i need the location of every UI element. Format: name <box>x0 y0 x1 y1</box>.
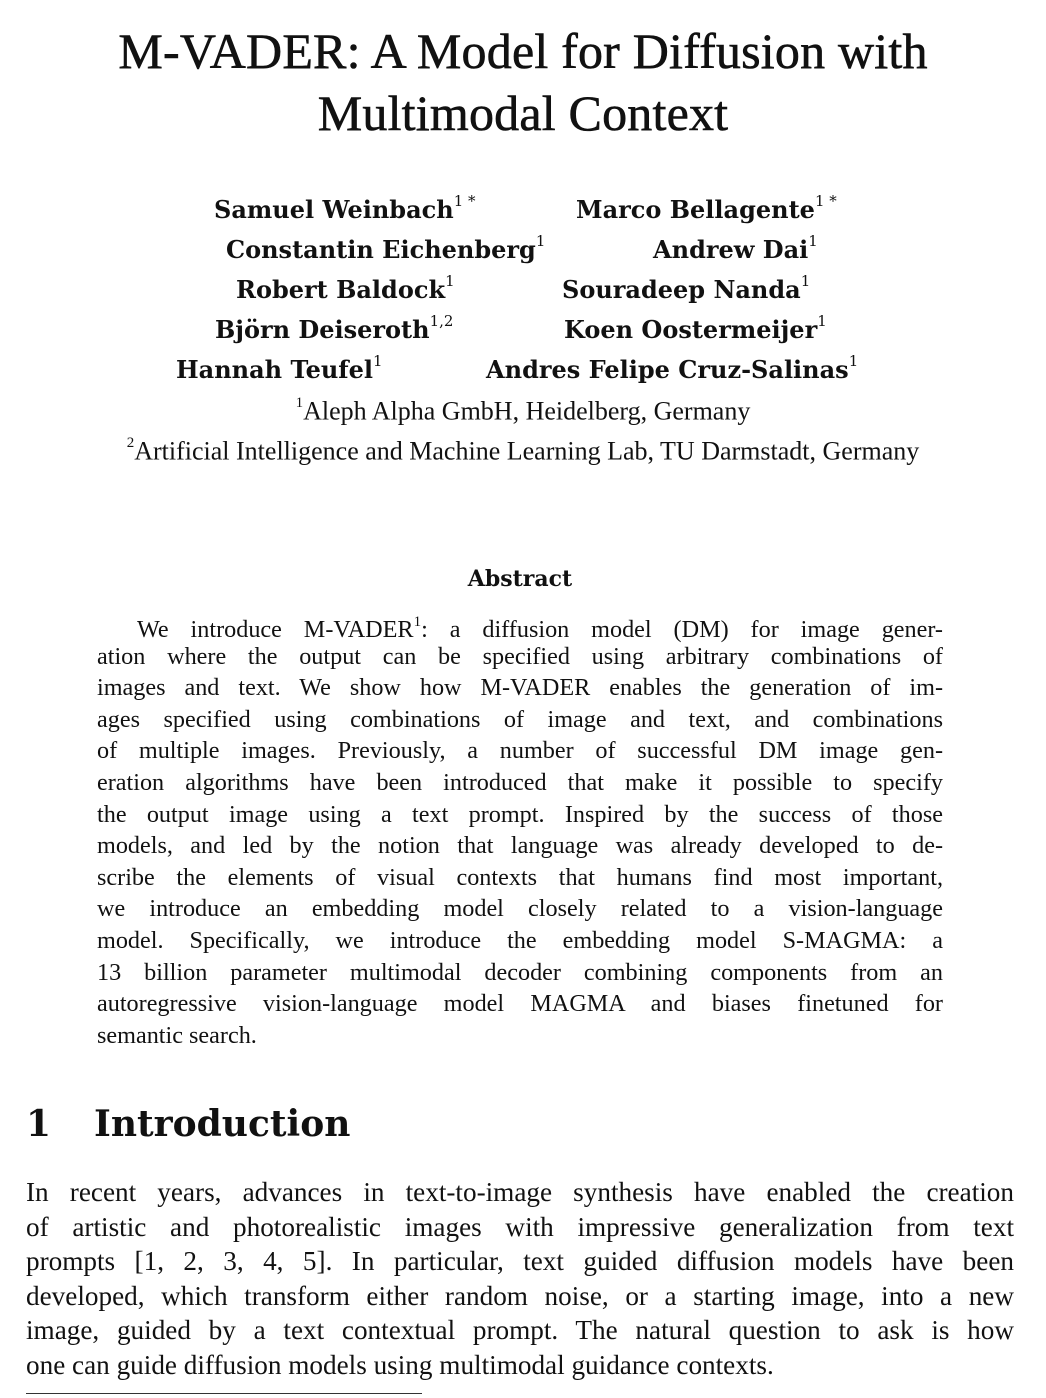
author-name: Robert Baldock <box>236 275 446 304</box>
author-row <box>0 224 1046 264</box>
affiliation-text: Artificial Intelligence and Machine Learning Lab, TU Darmstadt, Germany <box>134 436 920 466</box>
author-affiliation-mark: 1 <box>808 232 818 250</box>
author-row <box>0 304 1046 344</box>
author-affiliation-mark: 1 <box>535 232 546 250</box>
abstract-line: ages specified using combinations of image and text, and combinations <box>97 705 943 733</box>
abstract-line: models, and led by the notion that language was already developed to de- <box>97 832 943 860</box>
author-name: Samuel Weinbach <box>214 195 454 224</box>
abstract-line: ation where the output can be specified using arbitrary combinations of <box>97 642 943 670</box>
title-line-2: Multimodal Context <box>317 85 729 141</box>
title-line-1: M-VADER: A Model for Diffusion with <box>118 23 928 79</box>
author-row <box>0 184 1046 224</box>
intro-line: developed, which transform either random noise, or a starting image, into a new <box>26 1280 1014 1311</box>
introduction-body <box>26 1175 1014 1382</box>
author-name: Andrew Dai <box>653 235 809 264</box>
affiliation <box>0 426 1046 472</box>
author-affiliation-mark: 1 <box>445 272 455 290</box>
section-title: Introduction <box>94 1103 351 1145</box>
abstract-line: semantic search. <box>97 1021 257 1049</box>
abstract-line: autoregressive vision-language model MAGMA and biases finetuned for <box>97 990 943 1018</box>
author-affiliation-mark: 1 <box>817 312 827 330</box>
author-name: Constantin Eichenberg <box>226 235 536 264</box>
abstract-line: images and text. We show how M-VADER enables the generation of im- <box>97 674 943 702</box>
author-name: Björn Deiseroth <box>215 315 430 344</box>
author-name: Souradeep Nanda <box>562 275 801 304</box>
intro-line: one can guide diffusion models using multimodal guidance contexts. <box>26 1349 774 1380</box>
author-affiliation-mark: 1,2 <box>429 312 454 330</box>
author <box>486 344 858 390</box>
affiliation-text: Aleph Alpha GmbH, Heidelberg, Germany <box>303 396 751 426</box>
intro-line: of artistic and photorealistic images with impressive generalization from text <box>26 1211 1014 1242</box>
author-affiliation-mark: 1 * <box>453 192 476 210</box>
abstract-line: model. Specifically, we introduce the embedding model S-MAGMA: a <box>97 926 943 954</box>
affiliation-mark: 2 <box>126 435 135 451</box>
author <box>176 344 383 390</box>
abstract-line: of multiple images. Previously, a number of successful DM image gen- <box>97 737 943 765</box>
abstract-line: scribe the elements of visual contexts that humans find most important, <box>97 863 943 891</box>
section-number: 1 <box>26 1103 52 1145</box>
author-row <box>0 264 1046 304</box>
author-name: Hannah Teufel <box>176 355 374 384</box>
intro-line: prompts [1, 2, 3, 4, 5]. In particular, text guided diffusion models have been <box>26 1246 1014 1276</box>
author-row <box>0 344 1046 384</box>
footnote-mark: 1 <box>413 614 422 630</box>
abstract-heading: Abstract <box>467 566 573 592</box>
abstract-line: 13 billion parameter multimodal decoder combining components from an <box>97 958 943 986</box>
affiliation <box>0 386 1046 432</box>
author-affiliation-mark: 1 <box>373 352 383 370</box>
author-affiliation-mark: 1 <box>800 272 811 290</box>
abstract-body <box>97 609 943 1051</box>
intro-line: In recent years, advances in text-to-image synthesis have enabled the creation <box>26 1177 1014 1207</box>
abstract-line: we introduce an embedding model closely related to a vision-language <box>97 895 943 923</box>
abstract-line: eration algorithms have been introduced that make it possible to specify <box>97 768 943 796</box>
paper-title <box>0 20 1046 144</box>
author-name: Koen Oostermeijer <box>564 315 818 344</box>
author-name: Marco Bellagente <box>576 195 815 224</box>
section-heading-introduction <box>26 1100 350 1148</box>
author-list <box>0 184 1046 384</box>
footnote-divider <box>26 1393 422 1394</box>
abstract-line: We introduce M-VADER$^1$: a diffusion model (DM) for image gener- <box>137 614 943 644</box>
author-affiliation-mark: 1 * <box>814 192 837 210</box>
author-name: Andres Felipe Cruz-Salinas <box>486 355 849 384</box>
affiliation-mark: 1 <box>295 395 304 411</box>
author-affiliation-mark: 1 <box>848 352 859 370</box>
intro-line: image, guided by a text contextual prompt. The natural question to ask is how <box>26 1315 1014 1345</box>
abstract-line: the output image using a text prompt. Inspired by the success of those <box>97 800 943 828</box>
